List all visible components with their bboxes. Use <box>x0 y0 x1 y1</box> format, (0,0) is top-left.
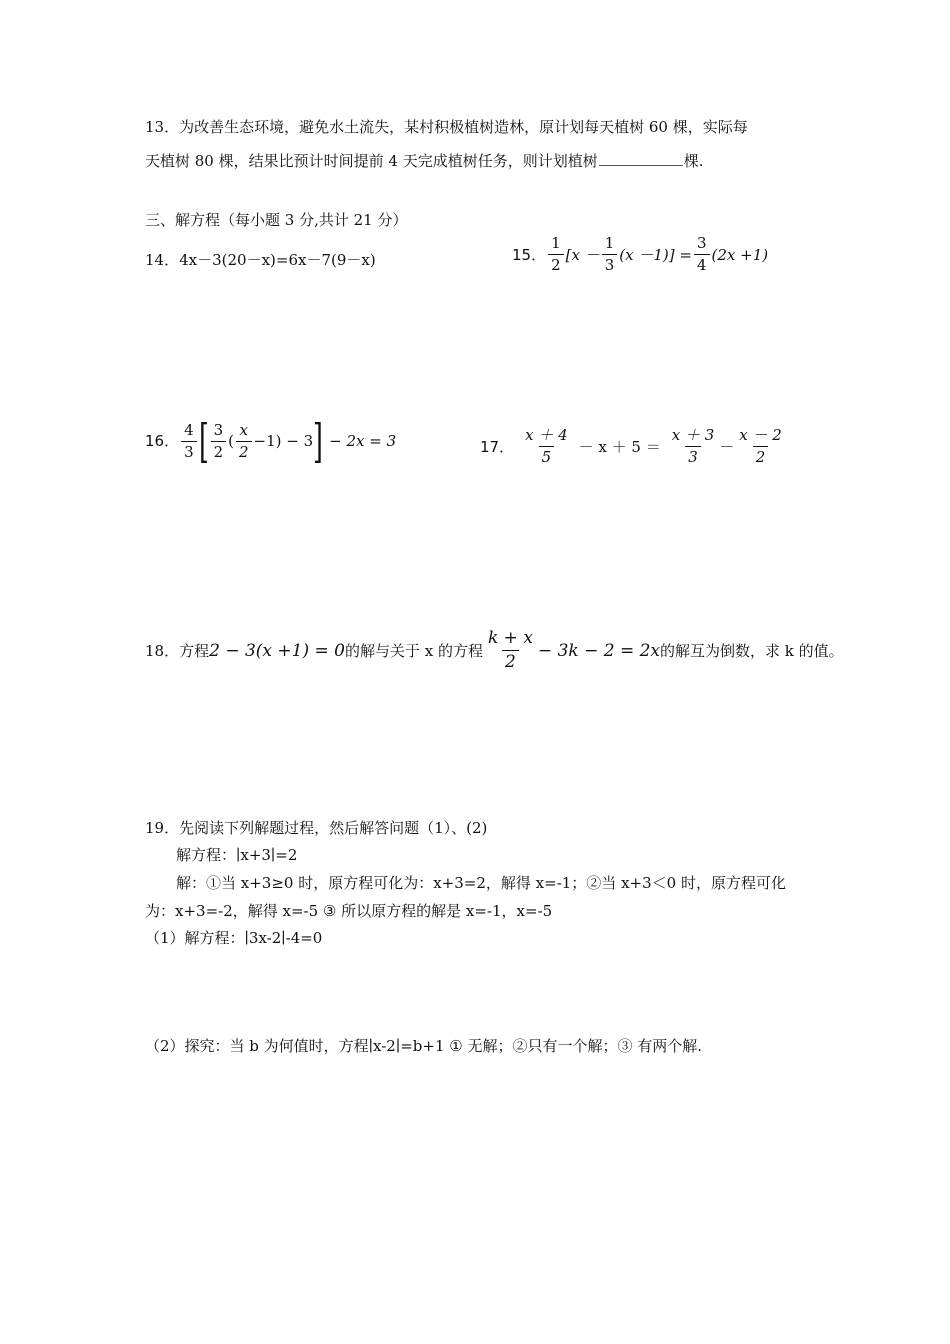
question-18-label: 18．方程 <box>145 641 210 660</box>
question-14: 14．4x－3(20－x)=6x－7(9－x) <box>145 251 376 269</box>
answer-blank <box>599 151 683 166</box>
question-16-label: 16． <box>145 432 180 450</box>
question-19-part2: （2）探究：当 b 为何值时，方程∣x-2∣=b+1 ① 无解；②只有一个解；③ 有两个解. <box>145 1037 703 1055</box>
question-13-line2 <box>145 151 704 171</box>
equation-1: 2 − 3(x +1) = 0 <box>209 640 345 661</box>
fraction: $\frac{1}{3}$ <box>602 236 618 273</box>
fraction: $\frac{3}{4}$ <box>694 236 710 273</box>
question-19-line4: 为：x+3=-2，解得 x=-5 ③ 所以原方程的解是 x=-1，x=-5 <box>145 902 553 920</box>
fraction: $\frac{4}{3}$ <box>181 423 197 460</box>
fraction: $\frac{x}{2}$ <box>236 423 252 460</box>
question-17-label: 17． <box>480 437 515 456</box>
question-19-line1: 19．先阅读下列解题过程，然后解答问题（1）、(2) <box>145 819 488 837</box>
fraction: $\frac{x + 3}{3}$ <box>671 426 715 466</box>
section-title: 三、解方程（每小题 3 分,共计 21 分） <box>145 211 408 229</box>
question-16 <box>145 414 397 468</box>
fraction: $\frac{1}{2}$ <box>548 236 564 273</box>
question-15-label: 15． <box>512 245 547 264</box>
question-17 <box>480 428 787 465</box>
question-13-line1: 13．为改善生态环境，避免水土流失，某村积极植树造林，原计划每天植树 60 棵，实际每 <box>145 118 748 136</box>
fraction: $\frac{3}{2}$ <box>211 423 227 460</box>
equation-2: − 3k − 2 = 2x <box>537 640 661 661</box>
question-13-unit: 棵. <box>683 152 704 170</box>
expr-part: [x － <box>565 245 600 264</box>
fraction: $\frac{x + 4}{5}$ <box>525 426 568 466</box>
expr-part: ( <box>228 432 234 450</box>
question-19-line2: 解方程：∣x+3∣=2 <box>176 846 298 864</box>
expr-part: − 2x = 3 <box>329 432 397 450</box>
right-bracket: ] <box>313 414 324 468</box>
question-19-line3: 解：①当 x+3≥0 时，原方程可化为：x+3=2，解得 x=-1；②当 x+3＜0 时，原方程可化 <box>176 874 786 892</box>
question-18-text: 的解与关于 x 的方程 <box>344 641 483 660</box>
fraction: $\frac{k + x}{2}$ <box>487 628 533 672</box>
expr-part: － x ＋ 5 ＝ <box>578 437 661 456</box>
expr-part: (2x +1) <box>711 245 769 264</box>
question-13-text: 天植树 80 棵，结果比预计时间提前 4 天完成植树任务，则计划植树 <box>145 152 598 170</box>
expr-part: (x －1)] = <box>619 245 692 264</box>
question-19-part1: （1）解方程：∣3x-2∣-4=0 <box>145 929 323 947</box>
question-18 <box>145 630 844 671</box>
question-18-end: 的解互为倒数，求 k 的值。 <box>660 641 844 660</box>
left-bracket: [ <box>198 414 209 468</box>
question-15 <box>512 236 768 273</box>
fraction: $\frac{x - 2}{2}$ <box>739 426 782 466</box>
expr-part: −1) − 3 <box>253 432 314 450</box>
expr-part: － <box>719 437 735 456</box>
